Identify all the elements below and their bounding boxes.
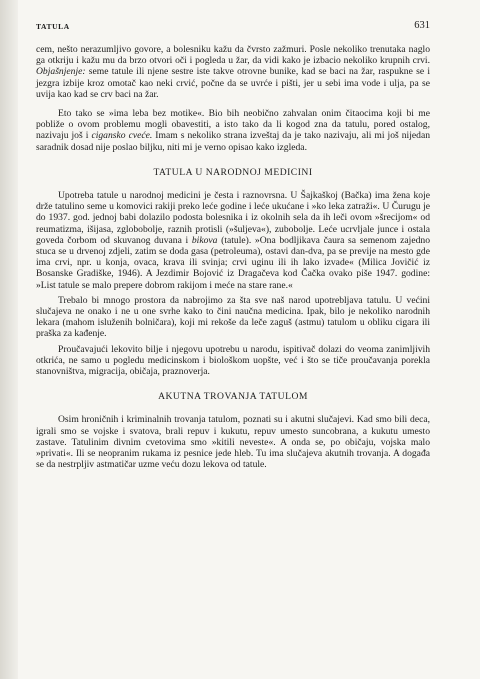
paragraph-1 [36,44,430,100]
paragraph-1-rest: seme tatule ili njene sestre iste takve otrovne bunike, kad se baci na žar, raspukne se i jezgra izbije kroz omotač kao neki crvić, počne da se uvrće i pišti, jer u sebi ima vode i ulja, pa se uvija kao kad se crv baci na žar. [36,66,430,100]
paragraph-3-text-a: Upotreba tatule u narodnoj medicini je česta i raznovrsna. U Šajkaškoj (Bačka) ima žena koje drže tatulino seme u komovici rakiji preko leće godine i leće ukućane i »ko leka zatraži«. U Čurugu je do 1937. god. jednoj babi dolazilo podosta bolesnika i iz okolnih sela da ih leči ovom »šrecijom« od reumatizma, išijasa, zglobobolje, raznih protisli (»šuljeva«), zubobolje. Leće ucrvljale junce i ostala goveda čorbom od skuvanog duvana i [36,190,430,246]
paragraph-6: Osim hroničnih i kriminalnih trovanja tatulom, poznati su i akutni slučajevi. Kad smo bili deca, igrali smo se vojske i svatova, brali repuv i kukutu, repuv umesto suncobrana, a kukutu umesto zastave. Tatulinim divnim cvetovima smo »kitili neveste«. A onda se, po običaju, vojska malo »privati«. Ili se neopranim rukama iz pesnice jede hleb. Tu ima slučajeva akutnih trovanja. A događa se da nestrpljiv astmatičar uzme veću dozu lekova od tatule. [36,414,430,471]
section-heading-narodna-medicina: TATULA U NARODNOJ MEDICINI [153,166,313,178]
term-cigansko-cvece: cigansko cveće. [91,130,153,142]
paragraph-2-text-a: Eto tako se »ima leba bez motike«. Bio bih neobično zahvalan onim čitaocima koji bi me pobliže o ovom problemu mogli obavestiti, a isto tako da li kogod zna da tatulu, pored ostalog, nazivaju još i [36,108,430,142]
paragraph-3 [36,190,430,291]
paragraph-3-text-b: (tatule). »Ona bodljikava čaura sa semenom zajedno stuca se u drvenoj zdjeli, zatim se doda gasa (petroleuma), ostavi dan-dva, pa se previje na mesto gde ima crvi, npr. u konja, ovaca, krava ili svinja; crvi uginu ili ih lako izvade« (Milica Jovičić iz Bosanske Gradiške, 1946). A Jezdimir Bojović iz Dragačeva kod Čačka ovako piše 1947. godine: »List tatule se malo prepere dobrom rakijom i meće na stare rane.« [36,234,430,291]
paragraph-5: Proučavajući lekovito bilje i njegovu upotrebu u narodu, ispitivač dolazi do veoma zanimljivih otkrića, ne samo u pogledu medicinskom i biološkom uopšte, već i što se tiče proučavanja porekla stanovništva, migracija, običaja, praznoverja. [36,343,430,378]
explanation-label: Objašnjenje: [36,66,86,78]
page-binding-shadow [0,0,18,679]
running-head: TATULA [36,22,70,31]
page-header [36,20,430,34]
paragraph-2 [36,108,430,153]
paragraph-1-text: cem, nešto nerazumljivo govore, a bolesniku kažu da čvrsto zažmuri. Posle nekoliko trenutaka naglo ga otkriju i kažu mu da brzo otvori oči i pogleda u žar, da vidi kako je izbacio nekoliko krupnih crvi. [36,44,430,67]
term-bikova: bikova [191,234,218,246]
page-number: 631 [414,20,430,31]
paragraph-4: Trebalo bi mnogo prostora da nabrojimo za šta sve naš narod upotrebljava tatulu. U većini slučajeva ne onako i ne u one svrhe kako to čini naučna medicina. Ipak, bilo je nekoliko narodnih lekara (mahom isluženih bolničara), koji mi rekoše da leče zaguš (astmu) tatulom u obliku cigara ili praška za kađenje. [36,294,430,340]
page-body [36,44,430,471]
paragraph-2-text-b: Imam s nekoliko strana izveštaj da je tako nazivaju, ali mi još nijedan saradnik dosad nije poslao biljku, niti mi je verno opisao kako izgleda. [36,130,431,153]
section-heading-akutna-trovanja: AKUTNA TROVANJA TATULOM [158,391,308,403]
